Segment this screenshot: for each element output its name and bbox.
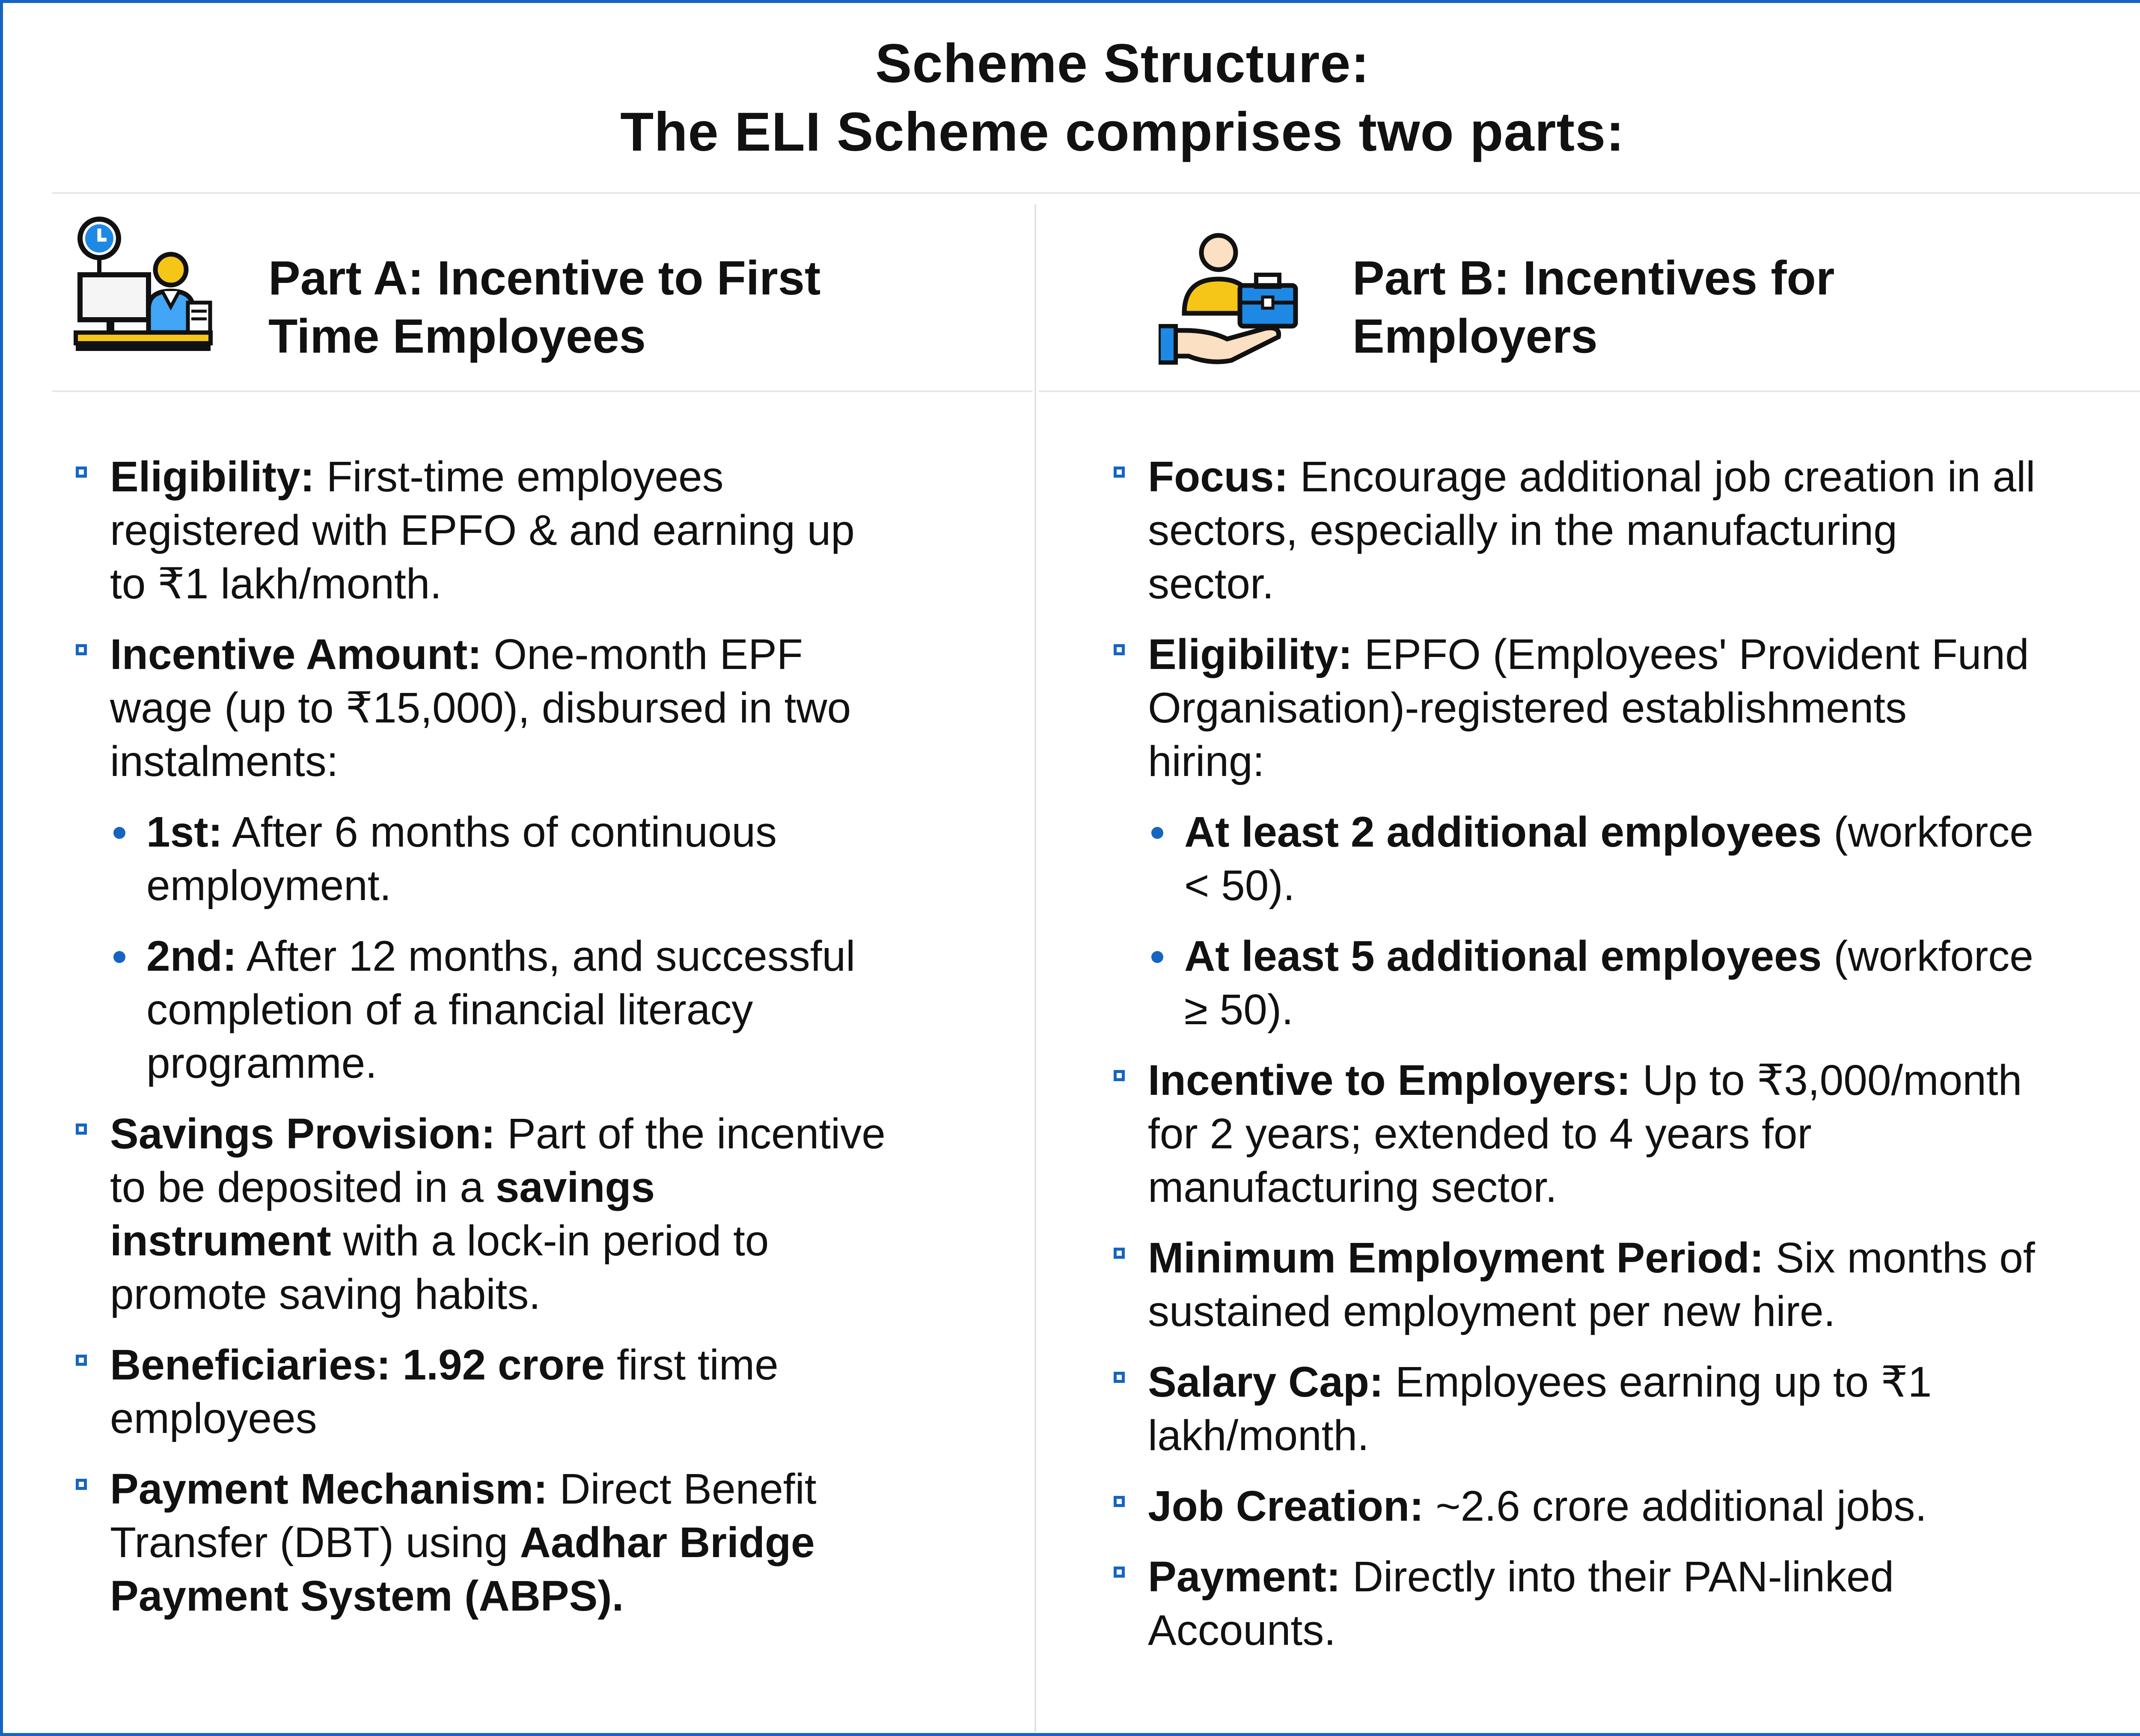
title-line-2: The ELI Scheme comprises two parts:: [620, 101, 1625, 163]
title-line-1: Scheme Structure:: [875, 33, 1370, 94]
round-bullet-icon: [1151, 827, 1163, 839]
square-bullet-icon: [1114, 1070, 1125, 1081]
section-divider-left: [52, 390, 1032, 392]
part-b-title-line-1: Part B: Incentives for: [1352, 251, 1835, 305]
part-a-list: [76, 450, 1030, 1640]
bullet-label: Incentive Amount:: [110, 630, 482, 678]
column-divider: [1034, 204, 1036, 1732]
part-a-eligibility: Eligibility: First-time employees registered with EPFO & and earning up to ₹1 lakh/month.: [76, 450, 1030, 611]
bullet-label: Eligibility:: [110, 453, 315, 501]
part-a-incentive-amount: Incentive Amount: One-month EPF wage (up to ₹15,000), disbursed in two instalments:: [76, 628, 1030, 788]
part-a-savings-provision: Savings Provision: Part of the incentive to be deposited in a savings instrument with a lock-in period to promote saving habits.: [76, 1107, 1030, 1321]
employee-at-desk-icon: [71, 215, 213, 356]
round-bullet-icon: [1151, 951, 1163, 963]
page-title: [3, 30, 2140, 166]
square-bullet-icon: [1114, 1248, 1125, 1259]
part-b-list: [1114, 450, 2140, 1674]
part-b-payment: Payment: Directly into their PAN-linked Accounts.: [1114, 1550, 2140, 1657]
part-b-salary-cap: Salary Cap: Employees earning up to ₹1 lakh/month.: [1114, 1356, 2140, 1463]
square-bullet-icon: [76, 1479, 87, 1490]
part-b-eligibility: Eligibility: EPFO (Employees' Provident Fund Organisation)-registered establishments hiring:: [1114, 628, 2140, 788]
part-b-focus: Focus: Encourage additional job creation in all sectors, especially in the manufacturing sector.: [1114, 450, 2140, 611]
square-bullet-icon: [1114, 1372, 1125, 1383]
square-bullet-icon: [76, 1124, 87, 1135]
square-bullet-icon: [1114, 467, 1125, 478]
part-a-second-instalment: 2nd: After 12 months, and successful completion of a financial literacy programme.: [76, 930, 1030, 1090]
part-a-first-instalment: 1st: After 6 months of continuous employment.: [76, 806, 1030, 913]
square-bullet-icon: [1114, 644, 1125, 655]
part-a-beneficiaries: Beneficiaries: 1.92 crore first time employees: [76, 1338, 1030, 1445]
square-bullet-icon: [1114, 1567, 1125, 1578]
part-a-title: [268, 249, 820, 366]
header-divider: [52, 192, 2140, 194]
part-b-incentive-to-employers: Incentive to Employers: Up to ₹3,000/month for 2 years; extended to 4 years for manufacturing sector.: [1114, 1054, 2140, 1214]
part-b-at-least-2: At least 2 additional employees (workforce < 50).: [1114, 806, 2140, 913]
round-bullet-icon: [113, 951, 125, 963]
part-b-minimum-employment-period: Minimum Employment Period: Six months of sustained employment per new hire.: [1114, 1231, 2140, 1338]
section-divider-right: [1039, 390, 2140, 392]
part-a-payment-mechanism: Payment Mechanism: Direct Benefit Transfer (DBT) using Aadhar Bridge Payment System (ABPS).: [76, 1463, 1030, 1623]
part-b-job-creation: Job Creation: ~2.6 crore additional jobs.: [1114, 1480, 2140, 1533]
part-a-title-line-2: Time Employees: [268, 309, 646, 363]
part-b-title: [1352, 249, 1835, 366]
square-bullet-icon: [76, 467, 87, 478]
round-bullet-icon: [113, 827, 125, 839]
square-bullet-icon: [76, 1355, 87, 1366]
part-b-title-line-2: Employers: [1352, 309, 1598, 363]
square-bullet-icon: [76, 644, 87, 655]
part-a-title-line-1: Part A: Incentive to First: [268, 251, 821, 305]
square-bullet-icon: [1114, 1496, 1125, 1507]
hand-holding-person-briefcase-icon: [1159, 232, 1304, 369]
part-b-at-least-5: At least 5 additional employees (workforce ≥ 50).: [1114, 930, 2140, 1037]
